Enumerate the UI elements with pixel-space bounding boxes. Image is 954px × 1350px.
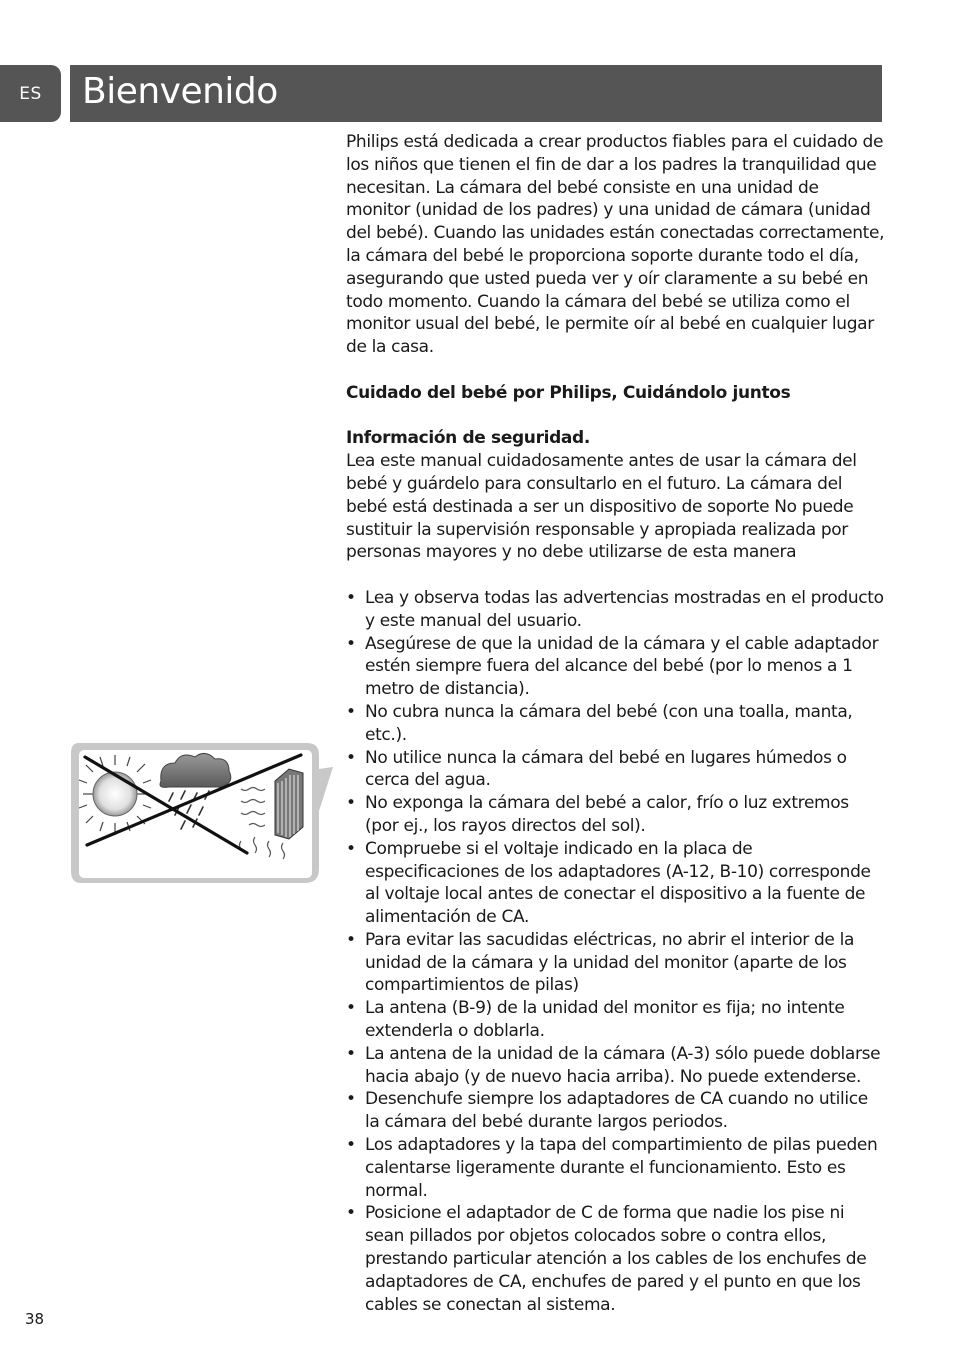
page-title: Bienvenido [82, 71, 278, 112]
intro-paragraph: Philips está dedicada a crear productos fiables para el cuidado de los niños que tienen el fin de dar a los padres la tranquilidad que necesitan. La cámara del bebé consiste en una unidad de monitor (unidad de los padres) y una unidad de cámara (unidad del bebé). Cuando las unidades están conectadas correctamente, la cámara del bebé le proporciona soporte durante todo el día, asegurando que usted pueda ver y oír claramente a su bebé en todo momento. Cuando la cámara del bebé se utiliza como el monitor usual del bebé, le permite oír al bebé en cualquier lugar de la casa. [346, 132, 885, 358]
list-item: • Compruebe si el voltaje indicado en la placa de especificaciones de los adaptadores (A-12, B-10) corresponde al voltaje local antes de conectar el dispositivo a la fuente de alimentación de CA. [346, 838, 886, 929]
safety-list [346, 587, 886, 1317]
list-item: • No exponga la cámara del bebé a calor, frío o luz extremos (por ej., los rayos directos del sol). [346, 792, 886, 838]
list-item: • Asegúrese de que la unidad de la cámara y el cable adaptador estén siempre fuera del alcance del bebé (por lo menos a 1 metro de distancia). [346, 633, 886, 701]
list-item: • La antena (B-9) de la unidad del monitor es fija; no intente extenderla o doblarla. [346, 997, 886, 1043]
page-number: 38 [25, 1310, 45, 1328]
safety-heading: Información de seguridad. [346, 428, 590, 449]
list-item: • Lea y observa todas las advertencias mostradas en el producto y este manual del usuario. [346, 587, 886, 633]
environment-warning-illustration [69, 741, 337, 886]
slogan: Cuidado del bebé por Philips, Cuidándolo juntos [346, 382, 791, 403]
language-tab [0, 65, 61, 122]
language-code: ES [19, 83, 42, 104]
list-item: • No cubra nunca la cámara del bebé (con una toalla, manta, etc.). [346, 701, 886, 747]
list-item: • Desenchufe siempre los adaptadores de CA cuando no utilice la cámara del bebé durante largos periodos. [346, 1088, 886, 1134]
list-item: • La antena de la unidad de la cámara (A-3) sólo puede doblarse hacia abajo (y de nuevo hacia arriba). No puede extenderse. [346, 1043, 886, 1089]
title-bar [70, 65, 882, 122]
list-item: • Para evitar las sacudidas eléctricas, no abrir el interior de la unidad de la cámara y la unidad del monitor (aparte de los compartimientos de pilas) [346, 929, 886, 997]
list-item: • Posicione el adaptador de C de forma que nadie los pise ni sean pillados por objetos colocados sobre o contra ellos, prestando particular atención a los cables de los enchufes de adaptadores de CA, enchufes de pared y el punto en que los cables se conectan al sistema. [346, 1202, 886, 1316]
list-item: • No utilice nunca la cámara del bebé en lugares húmedos o cerca del agua. [346, 747, 886, 793]
safety-paragraph: Lea este manual cuidadosamente antes de usar la cámara del bebé y guárdelo para consultarlo en el futuro. La cámara del bebé está destinada a ser un dispositivo de soporte No puede sustituir la supervisión responsable y apropiada realizada por personas mayores y no debe utilizarse de esta manera [346, 451, 857, 563]
list-item: • Los adaptadores y la tapa del compartimiento de pilas pueden calentarse ligeramente durante el funcionamiento. Esto es normal. [346, 1134, 886, 1202]
main-content [346, 131, 886, 1316]
